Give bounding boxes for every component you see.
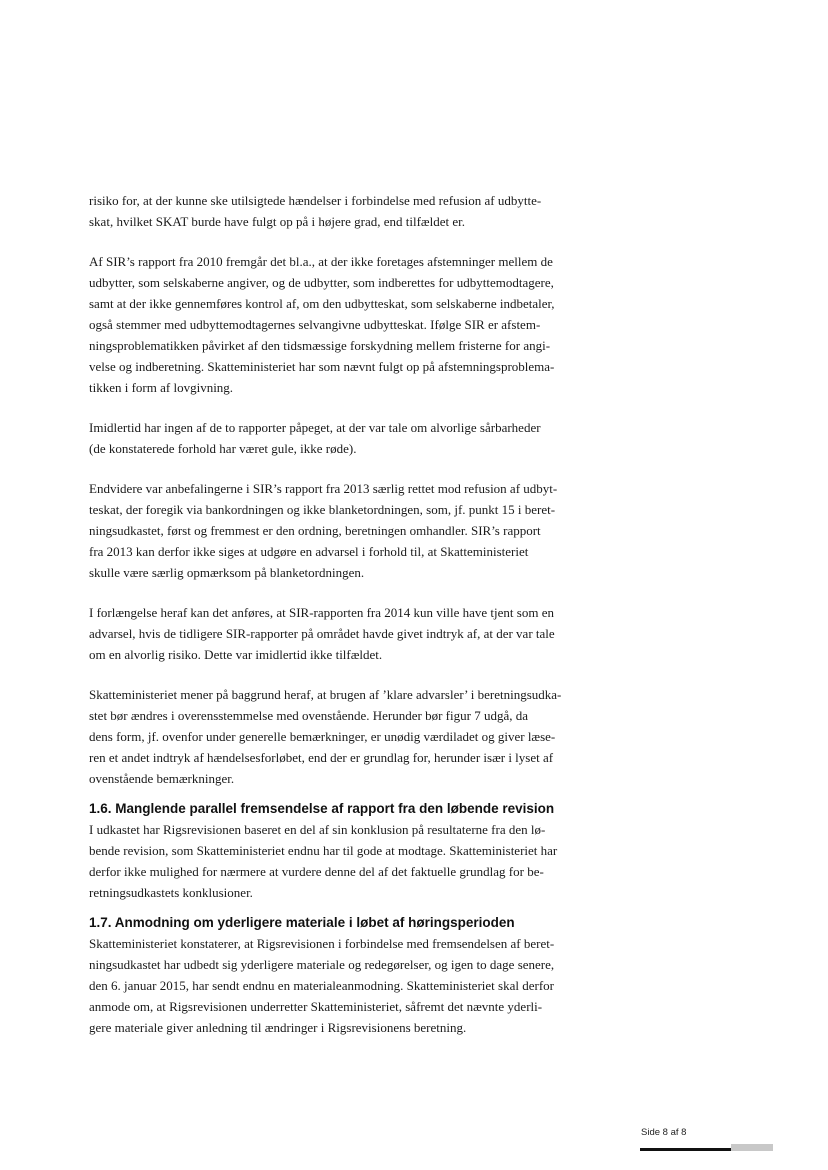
paragraph-sir-2013: Endvidere var anbefalingerne i SIR’s rapport fra 2013 særlig rettet mod refusion af udbyt- teskat, der foregik via bankordningen og ikke blanketordningen, som, jf. punkt 15 i beret- ningsudkastet, først og fremmest er den ordning, beretningen omhandler. SIR’s rapport fra 2013 kan derfor ikke siges at udgøre en advarsel i forhold til, at Skatteministeriet skulle være særlig opmærksom på blanketordningen. [89, 481, 558, 580]
paragraph-clear-warnings: Skatteministeriet mener på baggrund heraf, at brugen af ’klare advarsler’ i beretningsudka- stet bør ændres i overensstemmelse med ovenstående. Herunder bør figur 7 udgå, da dens form, jf. ovenfor under generelle bemærkninger, er unødig værdiladet og giver læse- ren et andet indtryk af hændelsesforløbet, end der er grundlag for, herunder især i lyset af ovenstående bemærkninger. [89, 687, 562, 786]
page-number-label: Side 8 af 8 [641, 1127, 687, 1138]
paragraph-section-1-6: I udkastet har Rigsrevisionen baseret en del af sin konklusion på resultaterne fra den lø- bende revision, som Skatteministeriet endnu har til gode at modtage. Skatteministeriet har derfor ikke mulighed for nærmere at vurdere denne del af det faktuelle grundlag for be- retningsudkastets konklusioner. [89, 822, 558, 900]
footer-progress-bar-dark [640, 1148, 731, 1151]
footer-progress-bar-light [731, 1144, 773, 1151]
section-heading-1-7: 1.7. Anmodning om yderligere materiale i løbet af høringsperioden [89, 915, 515, 930]
section-heading-1-6: 1.6. Manglende parallel fremsendelse af rapport fra den løbende revision [89, 801, 555, 816]
paragraph-risk: risiko for, at der kunne ske utilsigtede hændelser i forbindelse med refusion af udbytte- skat, hvilket SKAT burde have fulgt op på i højere grad, end tilfældet er. [89, 193, 542, 229]
document-body [89, 190, 619, 1057]
paragraph-no-serious-vulnerabilities: Imidlertid har ingen af de to rapporter påpeget, at der var tale om alvorlige sårbarheder (de konstaterede forhold har været gule, ikke røde). [89, 420, 541, 456]
paragraph-sir-2014: I forlængelse heraf kan det anføres, at SIR-rapporten fra 2014 kun ville have tjent som en advarsel, hvis de tidligere SIR-rapporter på området havde givet indtryk af, at der var tale om en alvorlig risiko. Dette var imidlertid ikke tilfældet. [89, 605, 555, 662]
paragraph-sir-2010: Af SIR’s rapport fra 2010 fremgår det bl.a., at der ikke foretages afstemninger mellem de udbytter, som selskaberne angiver, og de udbytter, som indberettes for udbyttemodtagere, samt at der ikke gennemføres kontrol af, om den udbytteskat, som selskaberne indbetaler, også stemmer med udbyttemodtagernes selvangivne udbytteskat. Ifølge SIR er afstem- ningsproblematikken påvirket af den tidsmæssige forskydning mellem fristerne for angi- velse og indberetning. Skatteministeriet har som nævnt fulgt op på afstemningsproblema- tikken i form af lovgivning. [89, 254, 555, 395]
paragraph-section-1-7: Skatteministeriet konstaterer, at Rigsrevisionen i forbindelse med fremsendelsen af beret- ningsudkastet har udbedt sig yderligere materiale og redegørelser, og igen to dage senere, den 6. januar 2015, har sendt endnu en materialeanmodning. Skatteministeriet skal derfor anmode om, at Rigsrevisionen underretter Skatteministeriet, såfremt det nævnte yderli- gere materiale giver anledning til ændringer i Rigsrevisionens beretning. [89, 936, 555, 1035]
